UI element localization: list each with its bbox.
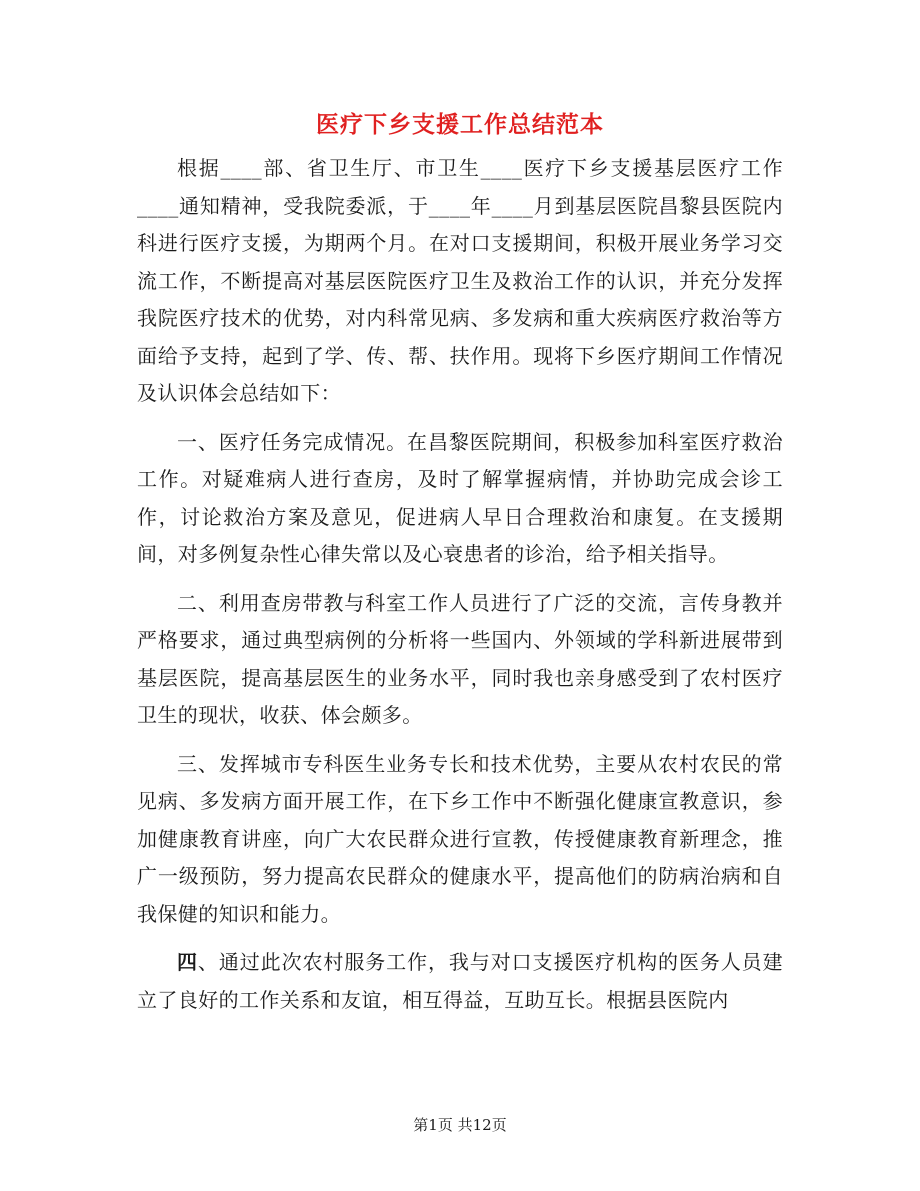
paragraph-section-1: 一、医疗任务完成情况。在昌黎医院期间，积极参加科室医疗救治工作。对疑难病人进行查房，及时了解掌握病情，并协助完成会诊工作，讨论救治方案及意见，促进病人早日合理救治和康复。在支援期间，对多例复杂性心律失常以及心衰患者的诊治，给予相关指导。: [137, 429, 783, 566]
section-4-text: 、通过此次农村服务工作，我与对口支援医疗机构的医务人员建立了良好的工作关系和友谊，相互得益，互助互长。根据县医院内: [137, 950, 783, 1012]
section-4-number: 四: [177, 950, 198, 974]
paragraph-section-4: [137, 944, 783, 1019]
paragraph-intro: 根据____部、省卫生厅、市卫生____医疗下乡支援基层医疗工作____通知精神，受我院委派，于____年____月到基层医院昌黎县医院内科进行医疗支援，为期两个月。在对口支援期间，积极开展业务学习交流工作，不断提高对基层医院医疗卫生及救治工作的认识，并充分发挥我院医疗技术的优势，对内科常见病、多发病和重大疾病医疗救治等方面给予支持，起到了学、传、帮、扶作用。现将下乡医疗期间工作情况及认识体会总结如下：: [137, 156, 783, 405]
paragraph-section-2: 二、利用查房带教与科室工作人员进行了广泛的交流，言传身教并严格要求，通过典型病例的分析将一些国内、外领域的学科新进展带到基层医院，提高基层医生的业务水平，同时我也亲身感受到了农村医疗卫生的现状，收获、体会颇多。: [137, 590, 783, 727]
document-title: 医疗下乡支援工作总结范本: [316, 111, 604, 138]
page-footer: 第1页 共12页: [413, 1116, 507, 1134]
document-body: [137, 150, 783, 1030]
paragraph-section-3: 三、发挥城市专科医生业务专长和技术优势，主要从农村农民的常见病、多发病方面开展工作，在下乡工作中不断强化健康宣教意识，参加健康教育讲座，向广大农民群众进行宣教，传授健康教育新理念，推广一级预防，努力提高农民群众的健康水平，提高他们的防病治病和自我保健的知识和能力。: [137, 751, 783, 926]
